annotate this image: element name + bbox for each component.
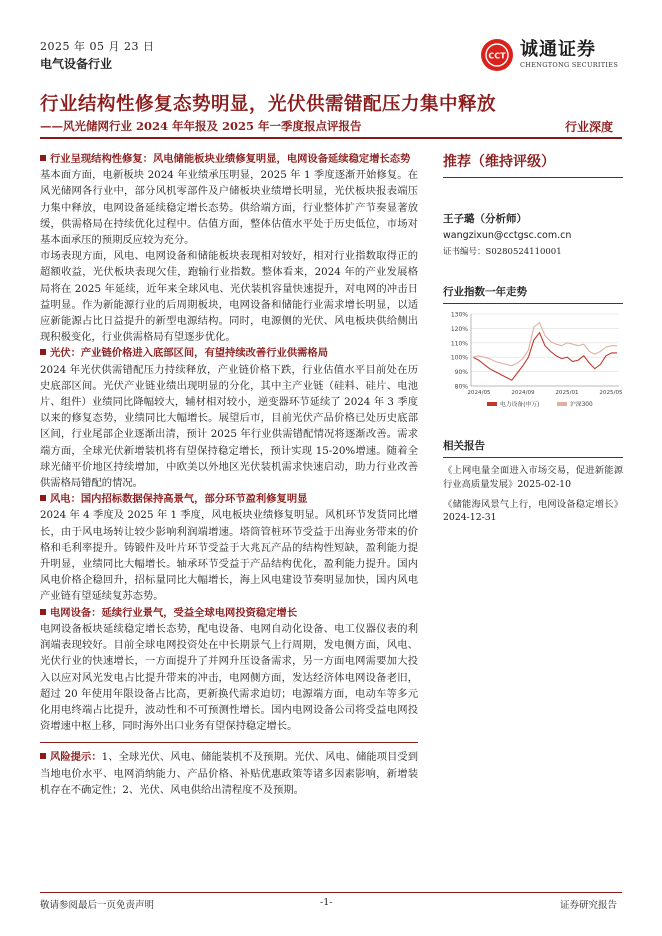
section-heading: 光伏：产业链价格进入底部区间，有望持续改善行业供需格局 — [40, 345, 418, 361]
section-photovoltaic — [40, 345, 418, 491]
investment-rating: 推荐（维持评级） — [443, 154, 555, 170]
chart-title: 行业指数一年走势 — [443, 286, 527, 298]
related-report-link[interactable]: 《上网电量全面进入市场交易，促进新能源行业高质量发展》2025-02-10 — [443, 465, 623, 490]
y-tick-label: 130% — [450, 311, 468, 319]
company-logo — [480, 34, 620, 76]
risk-divider — [40, 742, 418, 743]
x-tick-label: 2025/01 — [555, 390, 579, 396]
main-content — [40, 151, 418, 798]
section-heading: 风电：国内招标数据保持高景气，部分环节盈利修复明显 — [40, 491, 418, 507]
section-structural-recovery — [40, 151, 418, 345]
index-trend-chart — [443, 308, 623, 418]
analyst-email[interactable]: wangzixun@cctgsc.com.cn — [443, 230, 572, 241]
analyst-name: 王子璐（分析师） — [443, 213, 527, 225]
section-grid-equipment — [40, 605, 418, 735]
footer-disclaimer: 敬请参阅最后一页免责声明 — [40, 900, 155, 911]
x-tick-label: 2024/05 — [467, 390, 491, 396]
risk-warning: 风险提示：1、全球光伏、风电、储能装机不及预期。光伏、风电、储能项目受到当地电价水平、电网消纳能力、产品价格、补贴优惠政策等诸多因素影响，新增装机存在不确定性；2、光伏、风电供给出清程度不及预期。 — [40, 751, 419, 796]
y-tick-label: 90% — [454, 369, 468, 377]
analyst-cert: 证书编号：S0280524110001 — [443, 247, 562, 257]
page-number: -1- — [320, 897, 333, 908]
page-title: 行业结构性修复态势明显，光伏供需错配压力集中释放 — [40, 94, 497, 115]
related-report-link[interactable]: 《储能海风景气上行，电网设备稳定增长》2024-12-31 — [443, 498, 623, 524]
report-type-label: 行业深度 — [565, 120, 614, 134]
sidebar — [443, 151, 623, 525]
y-tick-label: 120% — [450, 325, 468, 333]
report-date: 2025 年 05 月 23 日 — [40, 40, 155, 53]
section-paragraph: 2024 年 4 季度及 2025 年 1 季度，风电板块业绩修复明显。风机环节发货同比增长，由于风电场转让较少影响利润端增速。塔筒管桩环节受益于出海业务带来的价格和毛利率提升。铸锻件及叶片环节受益于大兆瓦产品的结构性短缺，盈利能力提升明显，业绩同比大幅增长。轴承环节受益于产品结构优化，盈利能力提升。国内风电价格企稳回升，招标量同比大幅增长，海上风电建设节奏明显加快，国内风电产业链有望延续复苏态势。 — [40, 509, 418, 603]
bullet-icon — [40, 349, 46, 355]
section-heading: 行业呈现结构性修复：风电储能板块业绩修复明显，电网设备延续稳定增长态势 — [40, 151, 418, 167]
chart-divider — [443, 303, 623, 304]
y-tick-label: 100% — [450, 354, 468, 362]
bullet-icon — [40, 495, 46, 501]
title-divider — [40, 137, 622, 139]
y-tick-label: 80% — [454, 383, 468, 391]
legend-swatch — [557, 402, 567, 406]
x-tick-label: 2025/05 — [599, 390, 623, 396]
related-reports-title: 相关报告 — [443, 440, 485, 452]
section-wind-power — [40, 491, 418, 604]
section-paragraph: 市场表现方面，风电、电网设备和储能板块表现相对较好，相对行业指数取得正的超额收益，光伏板块表现欠佳，跑输行业指数。整体看来，2024 年的产业发展格局将在 2025 年延续，近年来全球风电、光伏装机容量快速提升，对电网的冲击日益明显。作为新能源行业的后周期板块，电网设备和储能行业需求增长明显，以适应新能源占比日益提升的新型电源结构。同时，电源侧的光伏、风电板块供给侧出现积极变化，行业供需格局有望逐步优化。 — [40, 250, 418, 344]
section-paragraph: 2024 年光伏供需错配压力持续释放，产业链价格下跌，行业估值水平目前处在历史底部区间。光伏产业链业绩出现明显的分化，其中主产业链（硅料、硅片、电池片、组件）业绩同比降幅较大，辅材相对较小，逆变器环节延续了 2024 年 3 季度以来的修复态势，业绩同比大幅增长。展望后市，目前光伏产品价格已处历史底部区间，行业尾部企业逐渐出清，预计 2025 年行业供需错配情况将逐渐改善。需求端方面，全球光伏新增装机将有望保持稳定增长，预计实现 15-20%增速。随着全球光储平价地区持续增加，中欧美以外地区光伏装机需求快速启动，助力行业改善供需格局错配的情况。 — [40, 363, 418, 490]
footer-divider — [40, 892, 622, 893]
page-subtitle: ——风光储网行业 2024 年年报及 2025 年一季度报点评报告 — [40, 119, 362, 133]
bullet-icon — [40, 609, 46, 615]
rating-divider — [443, 177, 623, 178]
section-heading: 电网设备：延续行业景气，受益全球电网投资稳定增长 — [40, 605, 418, 621]
section-paragraph: 基本面方面，电新板块 2024 年业绩承压明显，2025 年 1 季度逐渐开始修复。在风光储网各行业中，部分风机零部件及户储板块业绩增长明显，光伏板块报表端压力集中释放，电网设备延续稳定增长态势。供给端方面，行业整体扩产节奏显著放缓，供需格局在持续优化过程中。估值方面，整体估值水平处于历史低位，市场对基本面承压的预期反应较为充分。 — [40, 169, 418, 247]
series-line-0 — [473, 333, 617, 381]
cct-logo-icon — [480, 38, 514, 72]
bullet-icon — [40, 753, 46, 759]
y-tick-label: 110% — [450, 340, 468, 348]
related-divider — [443, 457, 623, 458]
bullet-icon — [40, 155, 46, 161]
footer-label: 证券研究报告 — [560, 900, 618, 911]
logo-english-name: CHENGTONG SECURITIES — [520, 61, 619, 70]
x-tick-label: 2024/09 — [511, 390, 535, 396]
section-paragraph: 电网设备板块延续稳定增长态势，配电设备、电网自动化设备、电工仪器仪表的利润端表现较好。目前全球电网投资处在中长期景气上行周期，发电侧方面，风电、光伏行业的快速增长，一方面提升了并网升压设备需求，另一方面电网需要加大投入以应对风光发电占比提升带来的冲击，电网侧方面，发达经济体电网设备老旧，超过 20 年使用年限设备占比高，更新换代需求迫切；电源端方面，电动车等多元化用电终端占比提升，波动性和不可预测性增长。国内电网设备公司将受益电网投资增速中枢上移，同时海外出口业务有望保持稳定增长。 — [40, 622, 418, 733]
logo-chinese-name: 诚通证券 — [520, 39, 596, 61]
legend-label: 电力设备(申万) — [500, 402, 540, 408]
series-line-1 — [473, 323, 617, 366]
legend-swatch — [487, 402, 497, 406]
industry-name: 电气设备行业 — [40, 57, 113, 71]
svg-text:CCT: CCT — [488, 51, 506, 61]
legend-label: 沪深300 — [570, 402, 593, 408]
